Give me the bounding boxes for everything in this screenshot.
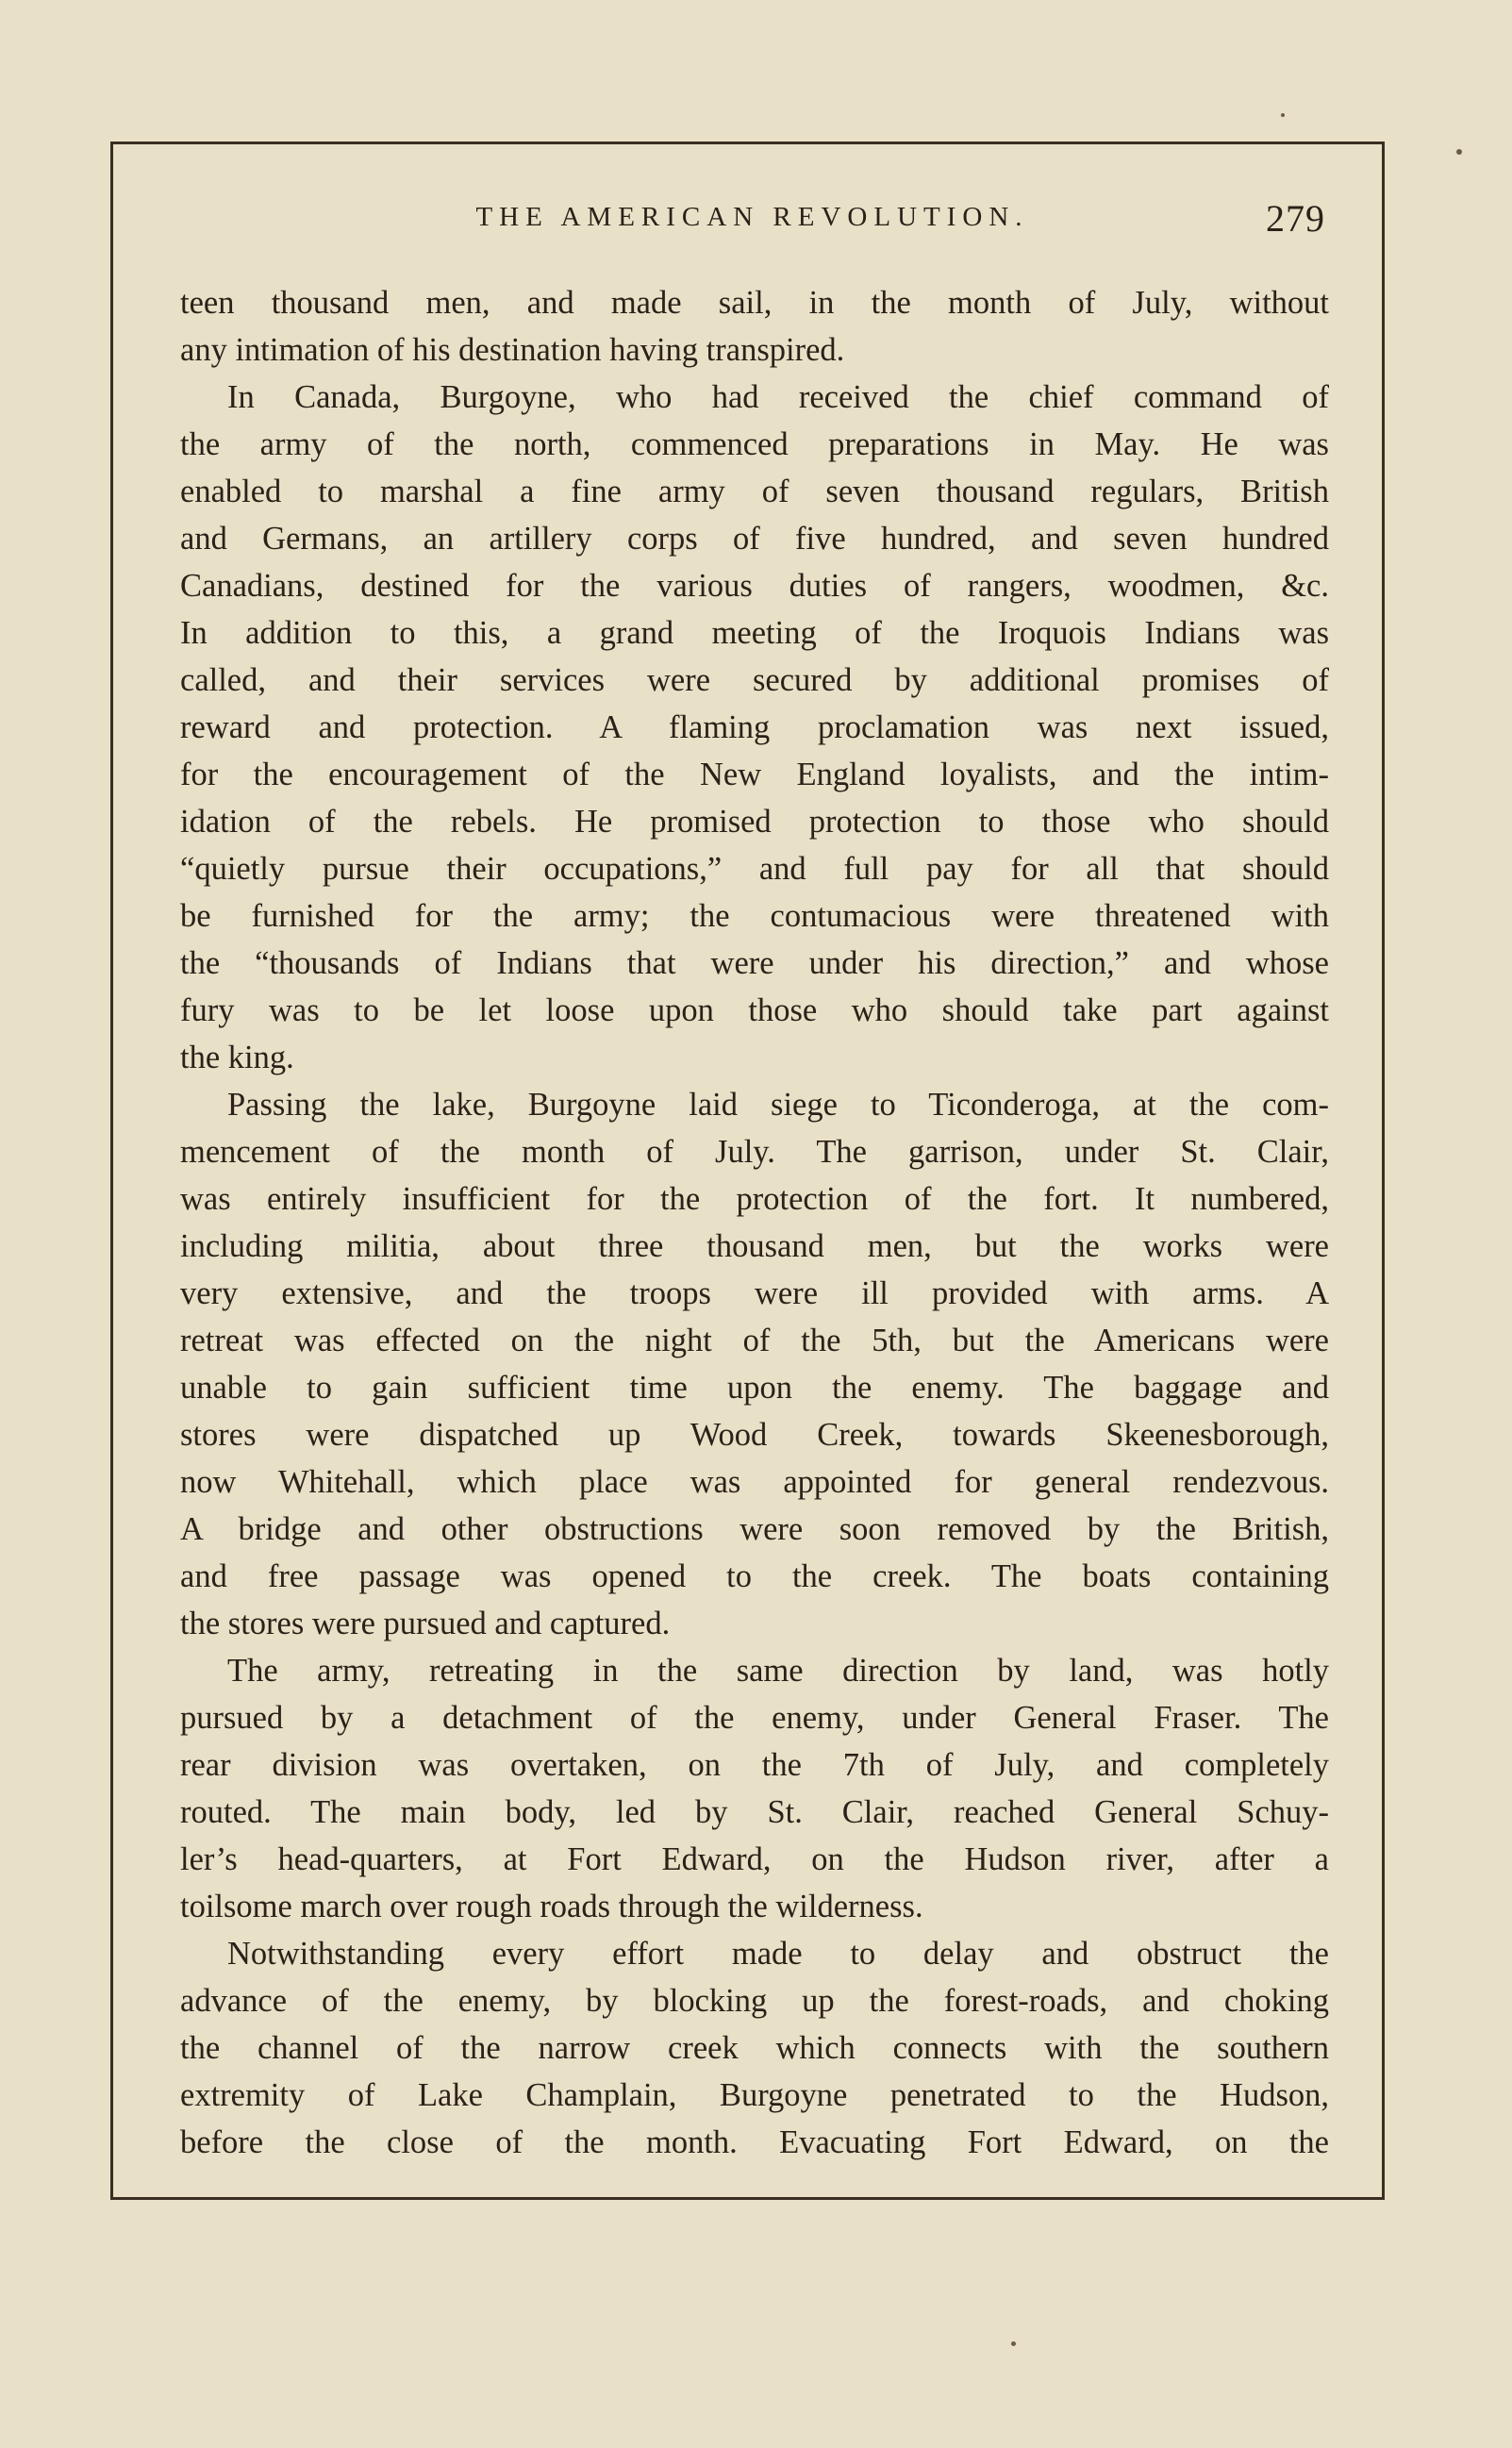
text-line: and Germans, an artillery corps of five hundred, and seven hundred bbox=[180, 521, 1329, 557]
text-line: was entirely insufficient for the protection of the fort. It numbered, bbox=[180, 1181, 1329, 1217]
text-line: pursued by a detachment of the enemy, under General Fraser. The bbox=[180, 1700, 1329, 1736]
text-line: be furnished for the army; the contumacious were threatened with bbox=[180, 898, 1329, 934]
text-line: now Whitehall, which place was appointed for general rendezvous. bbox=[180, 1464, 1329, 1500]
text-line: “quietly pursue their occupations,” and full pay for all that should bbox=[180, 851, 1329, 887]
text-line: any intimation of his destination having transpired. bbox=[180, 332, 845, 368]
text-line: In Canada, Burgoyne, who had received the chief command of bbox=[227, 379, 1329, 415]
text-line: retreat was effected on the night of the 5th, but the Americans were bbox=[180, 1323, 1329, 1358]
text-line: teen thousand men, and made sail, in the month of July, without bbox=[180, 285, 1329, 321]
text-line: enabled to marshal a fine army of seven thousand regulars, British bbox=[180, 474, 1329, 509]
text-line: The army, retreating in the same direction by land, was hotly bbox=[227, 1653, 1329, 1689]
text-line: the “thousands of Indians that were under his direction,” and whose bbox=[180, 945, 1329, 981]
paper-speck bbox=[1456, 149, 1462, 155]
text-line: called, and their services were secured by additional promises of bbox=[180, 662, 1329, 698]
text-line: advance of the enemy, by blocking up the forest-roads, and choking bbox=[180, 1983, 1329, 2019]
text-line: A bridge and other obstructions were soon removed by the British, bbox=[180, 1511, 1329, 1547]
text-line: before the close of the month. Evacuating Fort Edward, on the bbox=[180, 2124, 1329, 2160]
text-line: ler’s head-quarters, at Fort Edward, on the Hudson river, after a bbox=[180, 1841, 1329, 1877]
page-number: 279 bbox=[1266, 197, 1325, 240]
text-line: the stores were pursued and captured. bbox=[180, 1606, 671, 1641]
text-line: the army of the north, commenced preparations in May. He was bbox=[180, 426, 1329, 462]
text-line: Canadians, destined for the various duties of rangers, woodmen, &c. bbox=[180, 568, 1329, 604]
text-line: toilsome march over rough roads through the wilderness. bbox=[180, 1889, 923, 1924]
body-text bbox=[180, 279, 1329, 2166]
text-line: the channel of the narrow creek which connects with the southern bbox=[180, 2030, 1329, 2066]
text-line: stores were dispatched up Wood Creek, towards Skeenesborough, bbox=[180, 1417, 1329, 1453]
text-line: extremity of Lake Champlain, Burgoyne penetrated to the Hudson, bbox=[180, 2077, 1329, 2113]
paper-speck bbox=[1011, 2341, 1016, 2346]
running-head bbox=[179, 196, 1325, 249]
text-line: for the encouragement of the New England loyalists, and the intim- bbox=[180, 757, 1329, 792]
text-line: Passing the lake, Burgoyne laid siege to Ticonderoga, at the com- bbox=[227, 1087, 1329, 1123]
text-line: and free passage was opened to the creek. The boats containing bbox=[180, 1558, 1329, 1594]
text-line: including militia, about three thousand men, but the works were bbox=[180, 1228, 1329, 1264]
text-line: fury was to be let loose upon those who should take part against bbox=[180, 992, 1329, 1028]
text-line: Notwithstanding every effort made to delay and obstruct the bbox=[227, 1936, 1329, 1972]
text-line: reward and protection. A flaming proclamation was next issued, bbox=[180, 709, 1329, 745]
text-line: In addition to this, a grand meeting of the Iroquois Indians was bbox=[180, 615, 1329, 651]
text-line: the king. bbox=[180, 1040, 294, 1075]
text-line: rear division was overtaken, on the 7th of July, and completely bbox=[180, 1747, 1329, 1783]
text-line: unable to gain sufficient time upon the enemy. The baggage and bbox=[180, 1370, 1329, 1406]
paper-speck bbox=[1281, 113, 1285, 117]
text-line: idation of the rebels. He promised protection to those who should bbox=[180, 804, 1329, 840]
text-line: routed. The main body, led by St. Clair, reached General Schuy- bbox=[180, 1794, 1329, 1830]
text-line: very extensive, and the troops were ill provided with arms. A bbox=[180, 1275, 1329, 1311]
running-title: THE AMERICAN REVOLUTION. bbox=[475, 202, 1029, 232]
text-line: mencement of the month of July. The garrison, under St. Clair, bbox=[180, 1134, 1329, 1170]
